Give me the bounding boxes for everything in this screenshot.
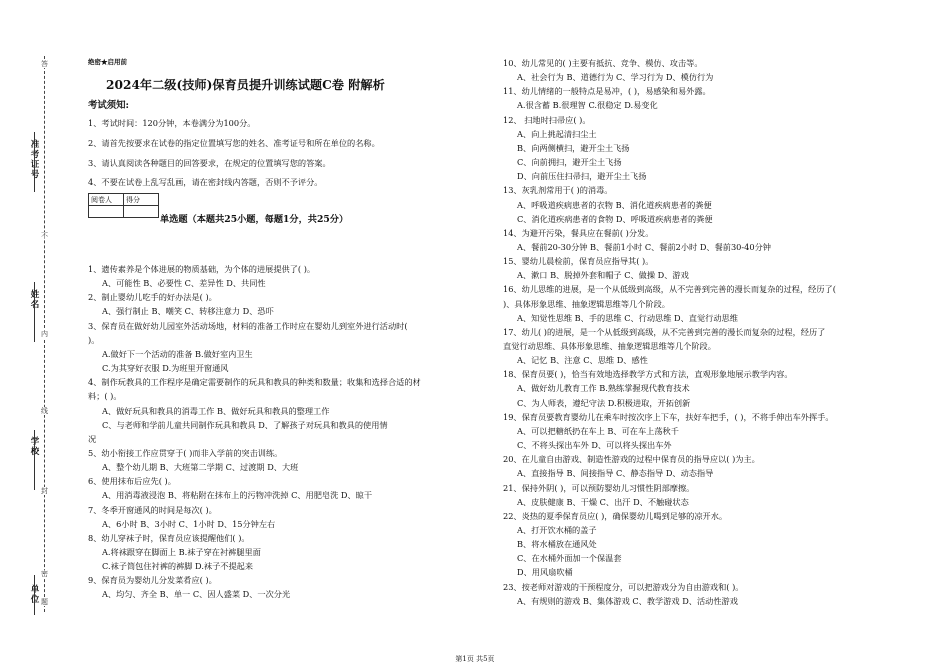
question-line: 18、保育员要( )，恰当有效地选择教学方式和方法，直观形象地展示教学内容。 [503,369,793,380]
question-line: D、用风扇吹桶 [517,567,573,578]
question-line: A.做好下一个活动的准备 B.做好室内卫生 [102,348,253,359]
question-line: A、社会行为 B、道德行为 C、学习行为 D、模仿行为 [517,72,714,83]
seal-mark: 内 [41,330,48,338]
question-line: A、漱口 B、脱掉外套和帽子 C、做操 D、游戏 [517,270,689,281]
question-line: A.将袜跟穿在脚面上 B.袜子穿在衬裤腿里面 [102,547,261,557]
question-line: A、知觉性思维 B、手的思维 C、行动思维 D、直觉行动思维 [517,312,738,323]
question-line: A、做好玩具和教具的消毒工作 B、做好玩具和教具的整理工作 [102,405,330,416]
question-line: 5、幼小衔接工作应贯穿于( )而非入学前的突击训练。 [88,447,283,458]
question-line: D、向前压住扫帚扫，避开尘土飞扬 [517,171,647,182]
question-line: 2、制止婴幼儿吃手的好办法是( )。 [88,292,217,303]
notice-item: 3、请认真阅读各种题目的回答要求，在规定的位置填写您的答案。 [88,158,331,168]
question-line: A、6小时 B、3小时 C、1小时 D、15分钟左右 [102,518,276,529]
fill-line [34,575,35,615]
question-line: )。 [88,334,100,345]
label-school: 学校 [30,437,40,457]
question-line: A、记忆 B、注意 C、思维 D、感性 [517,355,648,366]
question-line: 4、制作玩教具的工作程序是确定需要制作的玩具和教具的种类和数量；收集和选择合适的材 [88,377,421,388]
secret-mark: 绝密★启用前 [88,58,127,66]
question-line: 7、冬季开窗通风的时间是每次( )。 [88,504,217,515]
question-line: 14、为避开污染，餐具应在餐前( )分发。 [503,227,654,238]
question-line: A、向上挑起清扫尘土 [517,128,597,139]
question-line: C、在水桶外面加一个保温套 [517,553,622,564]
question-line: 15、婴幼儿晨检前，保育员应指导其( )。 [503,256,654,267]
question-line: 22、炎热的夏季保育员应( )，确保婴幼儿喝到足够的凉开水。 [503,510,728,521]
question-line: 16、幼儿思维的进展，是一个从低级到高级，从不完善到完善的漫长而复杂的过程，经历了( [503,284,836,295]
question-line: 20、在儿童自由游戏、制造性游戏的过程中保育员的指导应以( )为主。 [503,454,760,465]
question-line: C.袜子筒包住衬裤的裤脚 D.袜子不提起来 [102,561,254,572]
question-line: A、均匀、齐全 B、单一 C、因人盛菜 D、一次分光 [102,589,291,600]
notice-heading: 考试须知: [88,100,129,111]
seal-mark: 线 [41,407,48,415]
question-line: A、有规则的游戏 B、集体游戏 C、教学游戏 D、活动性游戏 [517,595,738,606]
question-line: B、向两侧横扫，避开尘土飞扬 [517,142,630,153]
score-table-score: 得分 [124,194,159,206]
fill-line [34,430,35,490]
question-line: C、向前拥扫，避开尘土飞扬 [517,157,622,168]
question-line: 21、保持外阴( )，可以预防婴幼儿习惯性阴部摩擦。 [503,482,695,493]
score-table [88,193,159,218]
question-line: 3、保育员在做好幼儿园室外活动场地，材料的准备工作时应在婴幼儿到室外进行活动时( [88,320,408,331]
label-unit: 单位 [30,585,40,605]
seal-mark: 密 [41,570,48,578]
seal-mark: 答 [41,60,48,68]
question-line: 17、幼儿( )的进展，是一个从低级到高级，从不完善到完善的漫长而复杂的过程，经历了 [503,326,826,337]
question-line: A、整个幼儿期 B、大班第二学期 C、过渡期 D、大班 [102,462,299,473]
seal-mark: 不 [41,232,48,240]
question-line: A、用消毒液浸泡 B、将粘附在抹布上的污物冲洗掉 C、用肥皂洗 D、晾干 [102,490,373,501]
question-line: 10、幼儿常见的( )主要有抵抗、竞争、模仿、攻击等。 [503,58,703,68]
question-line: C、为人师表，遵纪守法 D.积极进取，开拓创新 [517,397,691,408]
question-line: 13、灰乳剂常用于( )的消毒。 [503,185,613,196]
question-line: 况 [88,433,97,444]
question-line: B、将水桶放在通风处 [517,539,597,550]
seal-mark: 题 [41,598,48,606]
question-line: A、可能性 B、必要性 C、差异性 D、共同性 [102,278,266,289]
question-line: 6、使用抹布后应先( )。 [88,476,176,487]
question-line: A、呼吸道疾病患者的衣物 B、消化道疾病患者的粪便 [517,199,712,210]
notice-item: 4、不要在试卷上乱写乱画，请在密封线内答题，否则不予评分。 [88,177,323,187]
score-table-cell [124,206,159,218]
question-line: 11、幼儿情绪的一般特点是易冲，( )，易感染和易外露。 [503,86,711,97]
fill-line [34,132,35,192]
notice-item: 2、请首先按要求在试卷的指定位置填写您的姓名、准考证号和所在单位的名称。 [88,138,380,148]
score-table-cell [89,206,124,218]
question-line: 直觉行动思维、具体形象思维、抽象逻辑思维等几个阶段。 [503,341,716,351]
question-line: 料；( )。 [88,391,122,402]
question-line: 9、保育员为婴幼儿分发菜肴应( )。 [88,575,217,586]
fill-line [34,282,35,342]
seal-mark: 封 [41,487,48,495]
question-line: 1、遗传素养是个体进展的物质基础，为个体的进展提供了( )。 [88,264,316,274]
question-line: C.为其穿好衣服 D.为班里开窗通风 [102,363,229,374]
question-line: C、不将头探出车外 D、可以将头探出车外 [517,440,672,451]
question-line: A、强行制止 B、嘲笑 C、转移注意力 D、恐吓 [102,306,274,317]
question-line: A、直接指导 B、间接指导 C、静态指导 D、动态指导 [517,468,714,479]
question-line: C、消化道疾病患者的食物 D、呼吸道疾病患者的粪便 [517,213,713,224]
question-line: 8、幼儿穿袜子时，保育员应该提醒他们( )。 [88,532,250,543]
question-line: A.很含蓄 B.很理智 C.很稳定 D.易变化 [517,100,658,111]
notice-item: 1、考试时间：120分钟，本卷满分为100分。 [88,118,256,128]
question-line: C、与老师和学前儿童共同制作玩具和教具 D、了解孩子对玩具和教具的使用情 [102,419,388,430]
section-title: 单选题（本题共25小题，每题1分，共25分） [160,214,349,225]
page-title: 2024年二级(技师)保育员提升训练试题C卷 附解析 [106,78,385,92]
question-line: 19、保育员要教育婴幼儿在乘车时按次序上下车，扶好车把手，( )，不将手伸出车外挥手。 [503,411,834,422]
question-line: )、具体形象思维、抽象逻辑思维等几个阶段。 [503,298,670,309]
label-name: 姓名 [30,290,40,310]
label-exam-number: 准考证号 [30,140,40,180]
question-line: A、做好幼儿教育工作 B.熟练掌握现代教育技术 [517,383,690,394]
question-line: A、打开饮水桶的盖子 [517,524,597,535]
question-line: A、可以把糖纸扔在车上 B、可在车上荡秋千 [517,425,679,436]
question-line: A、皮肤健康 B、干燥 C、出汗 D、不触碰状态 [517,496,689,507]
question-line: 23、按老师对游戏的干预程度分，可以把游戏分为自由游戏和( )。 [503,581,744,592]
question-line: A、餐前20-30分钟 B、餐前1小时 C、餐前2小时 D、餐前30-40分钟 [517,241,771,252]
page-footer: 第1页 共5页 [455,655,495,663]
question-line: 12、 扫地时扫帚应( )。 [503,114,591,125]
score-table-reviewer: 阅卷人 [89,194,124,206]
